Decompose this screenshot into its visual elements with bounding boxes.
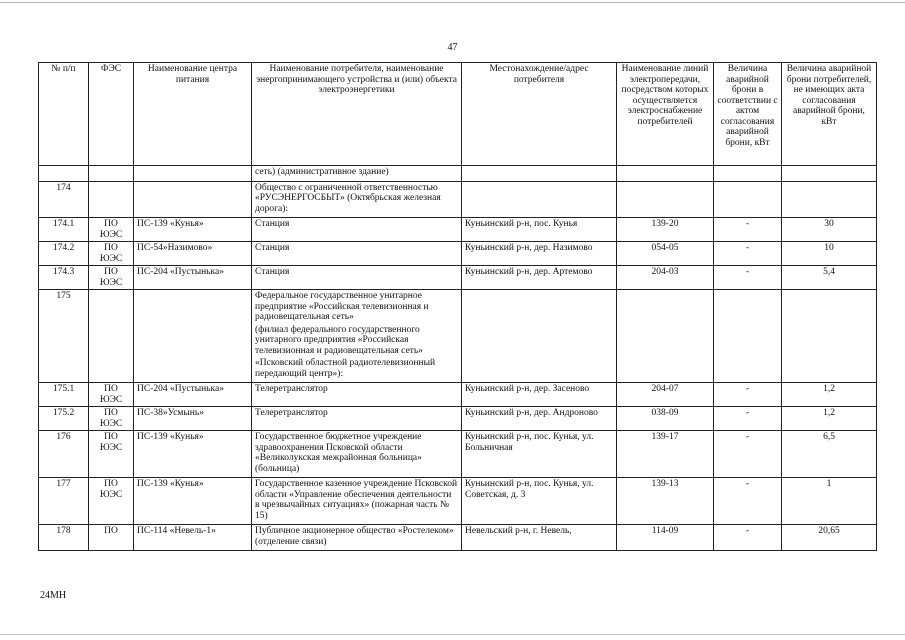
table-row <box>39 266 877 290</box>
row-number: 177 <box>39 478 89 525</box>
table-row <box>39 478 877 525</box>
column-header: Величина аварийной брони потребителей, не имеющих акта согласования аварийной брони, кВт <box>782 63 877 166</box>
consumer-paragraph: Публичное акционерное общество «Ростелеком» (отделение связи) <box>255 526 454 547</box>
row-fes: ПО ЮЭС <box>89 383 134 407</box>
table-row <box>39 166 877 182</box>
row-number: 176 <box>39 431 89 478</box>
table-header-row <box>39 63 877 166</box>
row-reserve-noact: 5,4 <box>782 266 877 290</box>
row-consumer <box>252 242 462 266</box>
consumer-paragraph: Общество с ограниченной ответственностью «РУСЭНЕРГОСБЫТ» (Октябрьская железная дорога): <box>255 182 441 214</box>
row-address: Куньинский р-н, дер. Назимово <box>462 242 617 266</box>
row-reserve-noact <box>782 181 877 218</box>
consumer-paragraph: Станция <box>255 243 290 253</box>
row-reserve-act: - <box>714 525 782 551</box>
row-fes: ПО ЮЭС <box>89 242 134 266</box>
column-header: Наименование центра питания <box>134 63 252 166</box>
row-fes: ПО <box>89 525 134 551</box>
table-row <box>39 525 877 551</box>
row-reserve-act: - <box>714 266 782 290</box>
row-reserve-noact: 1,2 <box>782 407 877 431</box>
row-power-center: ПС-139 «Кунья» <box>134 478 252 525</box>
row-reserve-noact <box>782 290 877 383</box>
row-reserve-noact: 20,65 <box>782 525 877 551</box>
row-fes: ПО ЮЭС <box>89 266 134 290</box>
row-number: 174 <box>39 181 89 218</box>
row-power-line: 204-07 <box>617 383 714 407</box>
row-number: 175.1 <box>39 383 89 407</box>
row-power-line: 139-20 <box>617 218 714 242</box>
row-reserve-noact: 10 <box>782 242 877 266</box>
column-header: Наименование потребителя, наименование энергопринимающего устройства и (или) объекта электроэнергетики <box>252 63 462 166</box>
row-address: Куньинский р-н, дер. Андроново <box>462 407 617 431</box>
row-reserve-noact: 6,5 <box>782 431 877 478</box>
table-row <box>39 383 877 407</box>
row-number <box>39 166 89 182</box>
row-power-line: 038-09 <box>617 407 714 431</box>
row-power-line: 139-13 <box>617 478 714 525</box>
row-address: Куньинский р-н, пос. Кунья, ул. Советская, д. 3 <box>462 478 617 525</box>
row-address: Куньинский р-н, дер. Засеново <box>462 383 617 407</box>
column-header: ФЭС <box>89 63 134 166</box>
row-address <box>462 181 617 218</box>
consumer-paragraph: Телеретранслятор <box>255 408 328 418</box>
row-reserve-act: - <box>714 242 782 266</box>
row-reserve-act: - <box>714 478 782 525</box>
row-number: 174.2 <box>39 242 89 266</box>
consumer-paragraph: Телеретранслятор <box>255 384 328 394</box>
row-address: Куньинский р-н, пос. Кунья <box>462 218 617 242</box>
row-reserve-act <box>714 290 782 383</box>
table-row <box>39 431 877 478</box>
scan-edge-bottom <box>0 634 905 635</box>
row-number: 175 <box>39 290 89 383</box>
row-reserve-act: - <box>714 431 782 478</box>
row-fes: ПО ЮЭС <box>89 407 134 431</box>
row-fes: ПО ЮЭС <box>89 478 134 525</box>
table-row <box>39 407 877 431</box>
row-power-center: ПС-54»Назимово» <box>134 242 252 266</box>
row-reserve-noact: 1 <box>782 478 877 525</box>
row-consumer <box>252 290 462 383</box>
row-reserve-act <box>714 181 782 218</box>
row-reserve-noact <box>782 166 877 182</box>
row-address <box>462 290 617 383</box>
table-row <box>39 290 877 383</box>
row-number: 175.2 <box>39 407 89 431</box>
row-reserve-act: - <box>714 383 782 407</box>
row-number: 174.3 <box>39 266 89 290</box>
row-number: 174.1 <box>39 218 89 242</box>
footer-code: 24МН <box>40 590 67 601</box>
table-body <box>39 166 877 551</box>
row-address: Куньинский р-н, пос. Кунья, ул. Больничная <box>462 431 617 478</box>
row-power-center: ПС-204 «Пустынька» <box>134 266 252 290</box>
row-consumer <box>252 407 462 431</box>
row-consumer <box>252 218 462 242</box>
row-address: Куньинский р-н, дер. Артемово <box>462 266 617 290</box>
table-row <box>39 242 877 266</box>
row-power-line: 054-05 <box>617 242 714 266</box>
row-power-center: ПС-38»Усмынь» <box>134 407 252 431</box>
row-power-center: ПС-139 «Кунья» <box>134 431 252 478</box>
row-fes <box>89 166 134 182</box>
row-consumer <box>252 478 462 525</box>
consumer-paragraph: Станция <box>255 219 290 229</box>
row-fes: ПО ЮЭС <box>89 431 134 478</box>
row-power-center: ПС-139 «Кунья» <box>134 218 252 242</box>
column-header: Местонахождение/адрес потребителя <box>462 63 617 166</box>
consumer-paragraph: Станция <box>255 267 290 277</box>
consumer-paragraph: Федеральное государственное унитарное предприятие «Российская телевизионная и радиовещательная сеть» <box>255 291 429 322</box>
row-address <box>462 166 617 182</box>
consumer-paragraph: (филиал федерального государственного унитарного предприятия «Российская телевизионная и радиовещательная сеть» <box>255 324 423 356</box>
row-reserve-noact: 30 <box>782 218 877 242</box>
row-power-line <box>617 166 714 182</box>
row-fes <box>89 290 134 383</box>
column-header: Величина аварийной брони в соответствии с актом согласования аварийной брони, кВт <box>714 63 782 166</box>
consumer-paragraph: «Псковский областной радиотелевизионный передающий центр»): <box>255 358 436 379</box>
row-fes <box>89 181 134 218</box>
consumer-paragraph: Государственное бюджетное учреждение здравоохранения Псковской области «Великолукская межрайонная больница» (больница) <box>255 432 422 474</box>
scan-edge-top <box>0 2 905 3</box>
row-fes: ПО ЮЭС <box>89 218 134 242</box>
table-row <box>39 218 877 242</box>
row-power-center: ПС-114 «Невель-1» <box>134 525 252 551</box>
column-header: Наименование линий электропередачи, посредством которых осуществляется электроснабжение потребителей <box>617 63 714 166</box>
row-consumer <box>252 525 462 551</box>
row-power-line: 114-09 <box>617 525 714 551</box>
table-row <box>39 181 877 218</box>
row-consumer <box>252 383 462 407</box>
row-power-line: 139-17 <box>617 431 714 478</box>
row-consumer <box>252 266 462 290</box>
row-power-line: 204-03 <box>617 266 714 290</box>
page-number: 47 <box>447 42 458 53</box>
row-consumer <box>252 431 462 478</box>
row-consumer <box>252 166 462 182</box>
row-power-center <box>134 181 252 218</box>
row-power-center: ПС-204 «Пустынька» <box>134 383 252 407</box>
row-power-center <box>134 290 252 383</box>
row-reserve-act: - <box>714 407 782 431</box>
row-power-center <box>134 166 252 182</box>
row-consumer <box>252 181 462 218</box>
row-power-line <box>617 290 714 383</box>
row-reserve-act: - <box>714 218 782 242</box>
row-address: Невельский р-н, г. Невель, <box>462 525 617 551</box>
row-power-line <box>617 181 714 218</box>
row-reserve-act <box>714 166 782 182</box>
row-reserve-noact: 1,2 <box>782 383 877 407</box>
consumer-paragraph: Государственное казенное учреждение Псковской области «Управление обеспечения деятельности в чрезвычайных ситуациях» (пожарная часть № 15) <box>255 479 458 521</box>
consumer-paragraph: сеть) (административное здание) <box>255 167 389 177</box>
reserve-table <box>38 62 877 551</box>
row-number: 178 <box>39 525 89 551</box>
column-header: № п/п <box>39 63 89 166</box>
